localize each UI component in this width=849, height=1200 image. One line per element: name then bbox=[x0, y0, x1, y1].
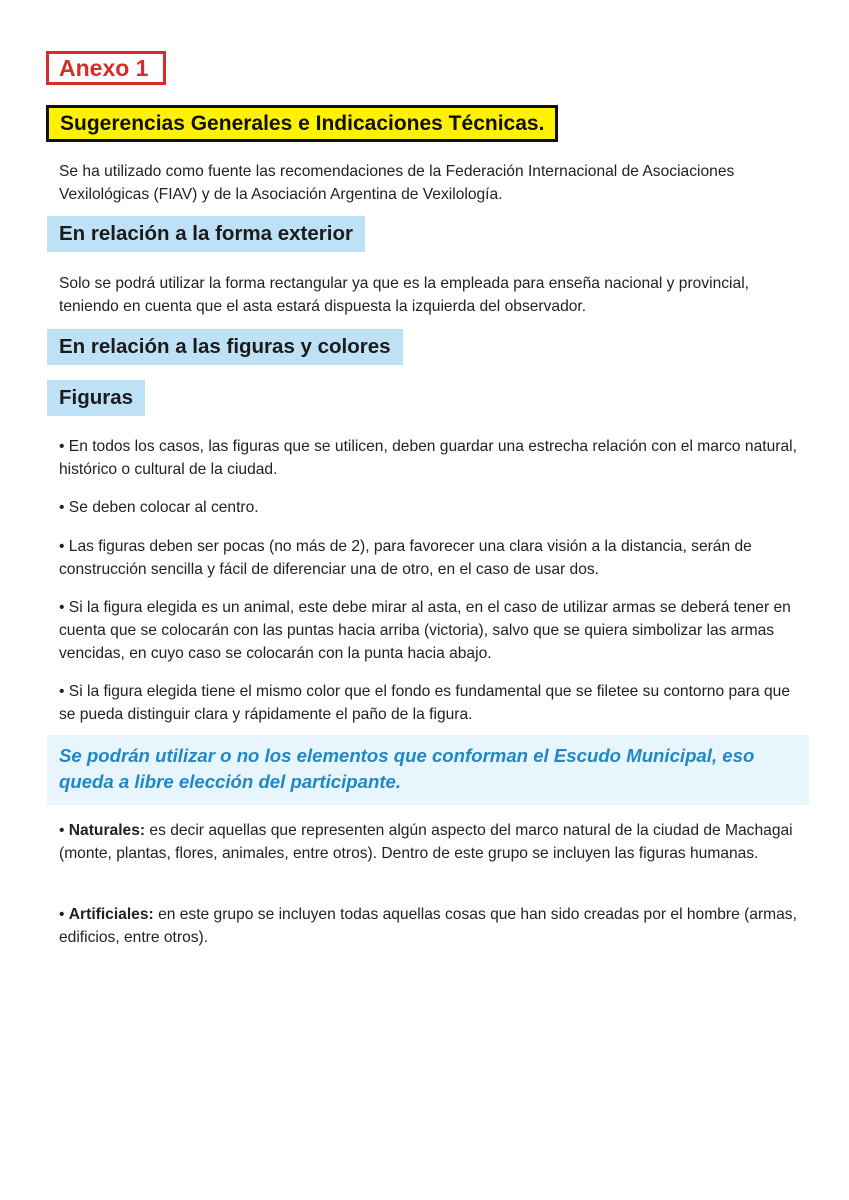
naturales-label: Naturales: bbox=[68, 822, 146, 839]
figuras-bullet-1: • En todos los casos, las figuras que se utilicen, deben guardar una estrecha relación con el marco natural, histórico o cultural de la ciudad. bbox=[59, 438, 797, 478]
figuras-bullet-2: • Se deben colocar al centro. bbox=[59, 499, 259, 516]
heading-figuras: Figuras bbox=[47, 380, 145, 416]
naturales-item bbox=[59, 819, 804, 865]
main-title: Sugerencias Generales e Indicaciones Técnicas. bbox=[46, 105, 558, 142]
figuras-bullet-3: • Las figuras deben ser pocas (no más de 2), para favorecer una clara visión a la distancia, serán de construcción sencilla y fácil de diferenciar una de otro, en el caso de usar dos. bbox=[59, 538, 752, 578]
forma-exterior-paragraph: Solo se podrá utilizar la forma rectangular ya que es la empleada para enseña nacional y provincial, teniendo en cuenta que el asta estará dispuesta la izquierda del observador. bbox=[59, 275, 749, 315]
naturales-text: es decir aquellas que representen algún aspecto del marco natural de la ciudad de Machagai (monte, plantas, flores, animales, entre otros). Dentro de este grupo se incluyen las figuras humanas. bbox=[59, 822, 793, 862]
heading-figuras-colores: En relación a las figuras y colores bbox=[47, 329, 403, 365]
intro-paragraph: Se ha utilizado como fuente las recomendaciones de la Federación Internacional de Asociaciones Vexilológicas (FIAV) y de la Asociación Argentina de Vexilología. bbox=[59, 163, 735, 203]
artificiales-bullet: • bbox=[59, 906, 69, 923]
artificiales-item bbox=[59, 903, 804, 949]
escudo-callout: Se podrán utilizar o no los elementos que conforman el Escudo Municipal, eso queda a libre elección del participante. bbox=[47, 735, 809, 805]
figuras-bullet-5: • Si la figura elegida tiene el mismo color que el fondo es fundamental que se filetee su contorno para que se pueda distinguir clara y rápidamente el paño de la figura. bbox=[59, 683, 791, 723]
artificiales-label: Artificiales: bbox=[68, 906, 154, 923]
annex-label: Anexo 1 bbox=[46, 51, 166, 85]
artificiales-text: en este grupo se incluyen todas aquellas cosas que han sido creadas por el hombre (armas, edificios, entre otros). bbox=[59, 906, 797, 946]
naturales-bullet: • bbox=[59, 822, 69, 839]
figuras-bullet-4: • Si la figura elegida es un animal, este debe mirar al asta, en el caso de utilizar armas se deberá tener en cuenta que se colocarán con las puntas hacia arriba (victoria), salvo que se quiera simbolizar las armas vencidas, en cuyo caso se colocarán con la punta hacia abajo. bbox=[59, 599, 791, 662]
heading-forma-exterior: En relación a la forma exterior bbox=[47, 216, 365, 252]
